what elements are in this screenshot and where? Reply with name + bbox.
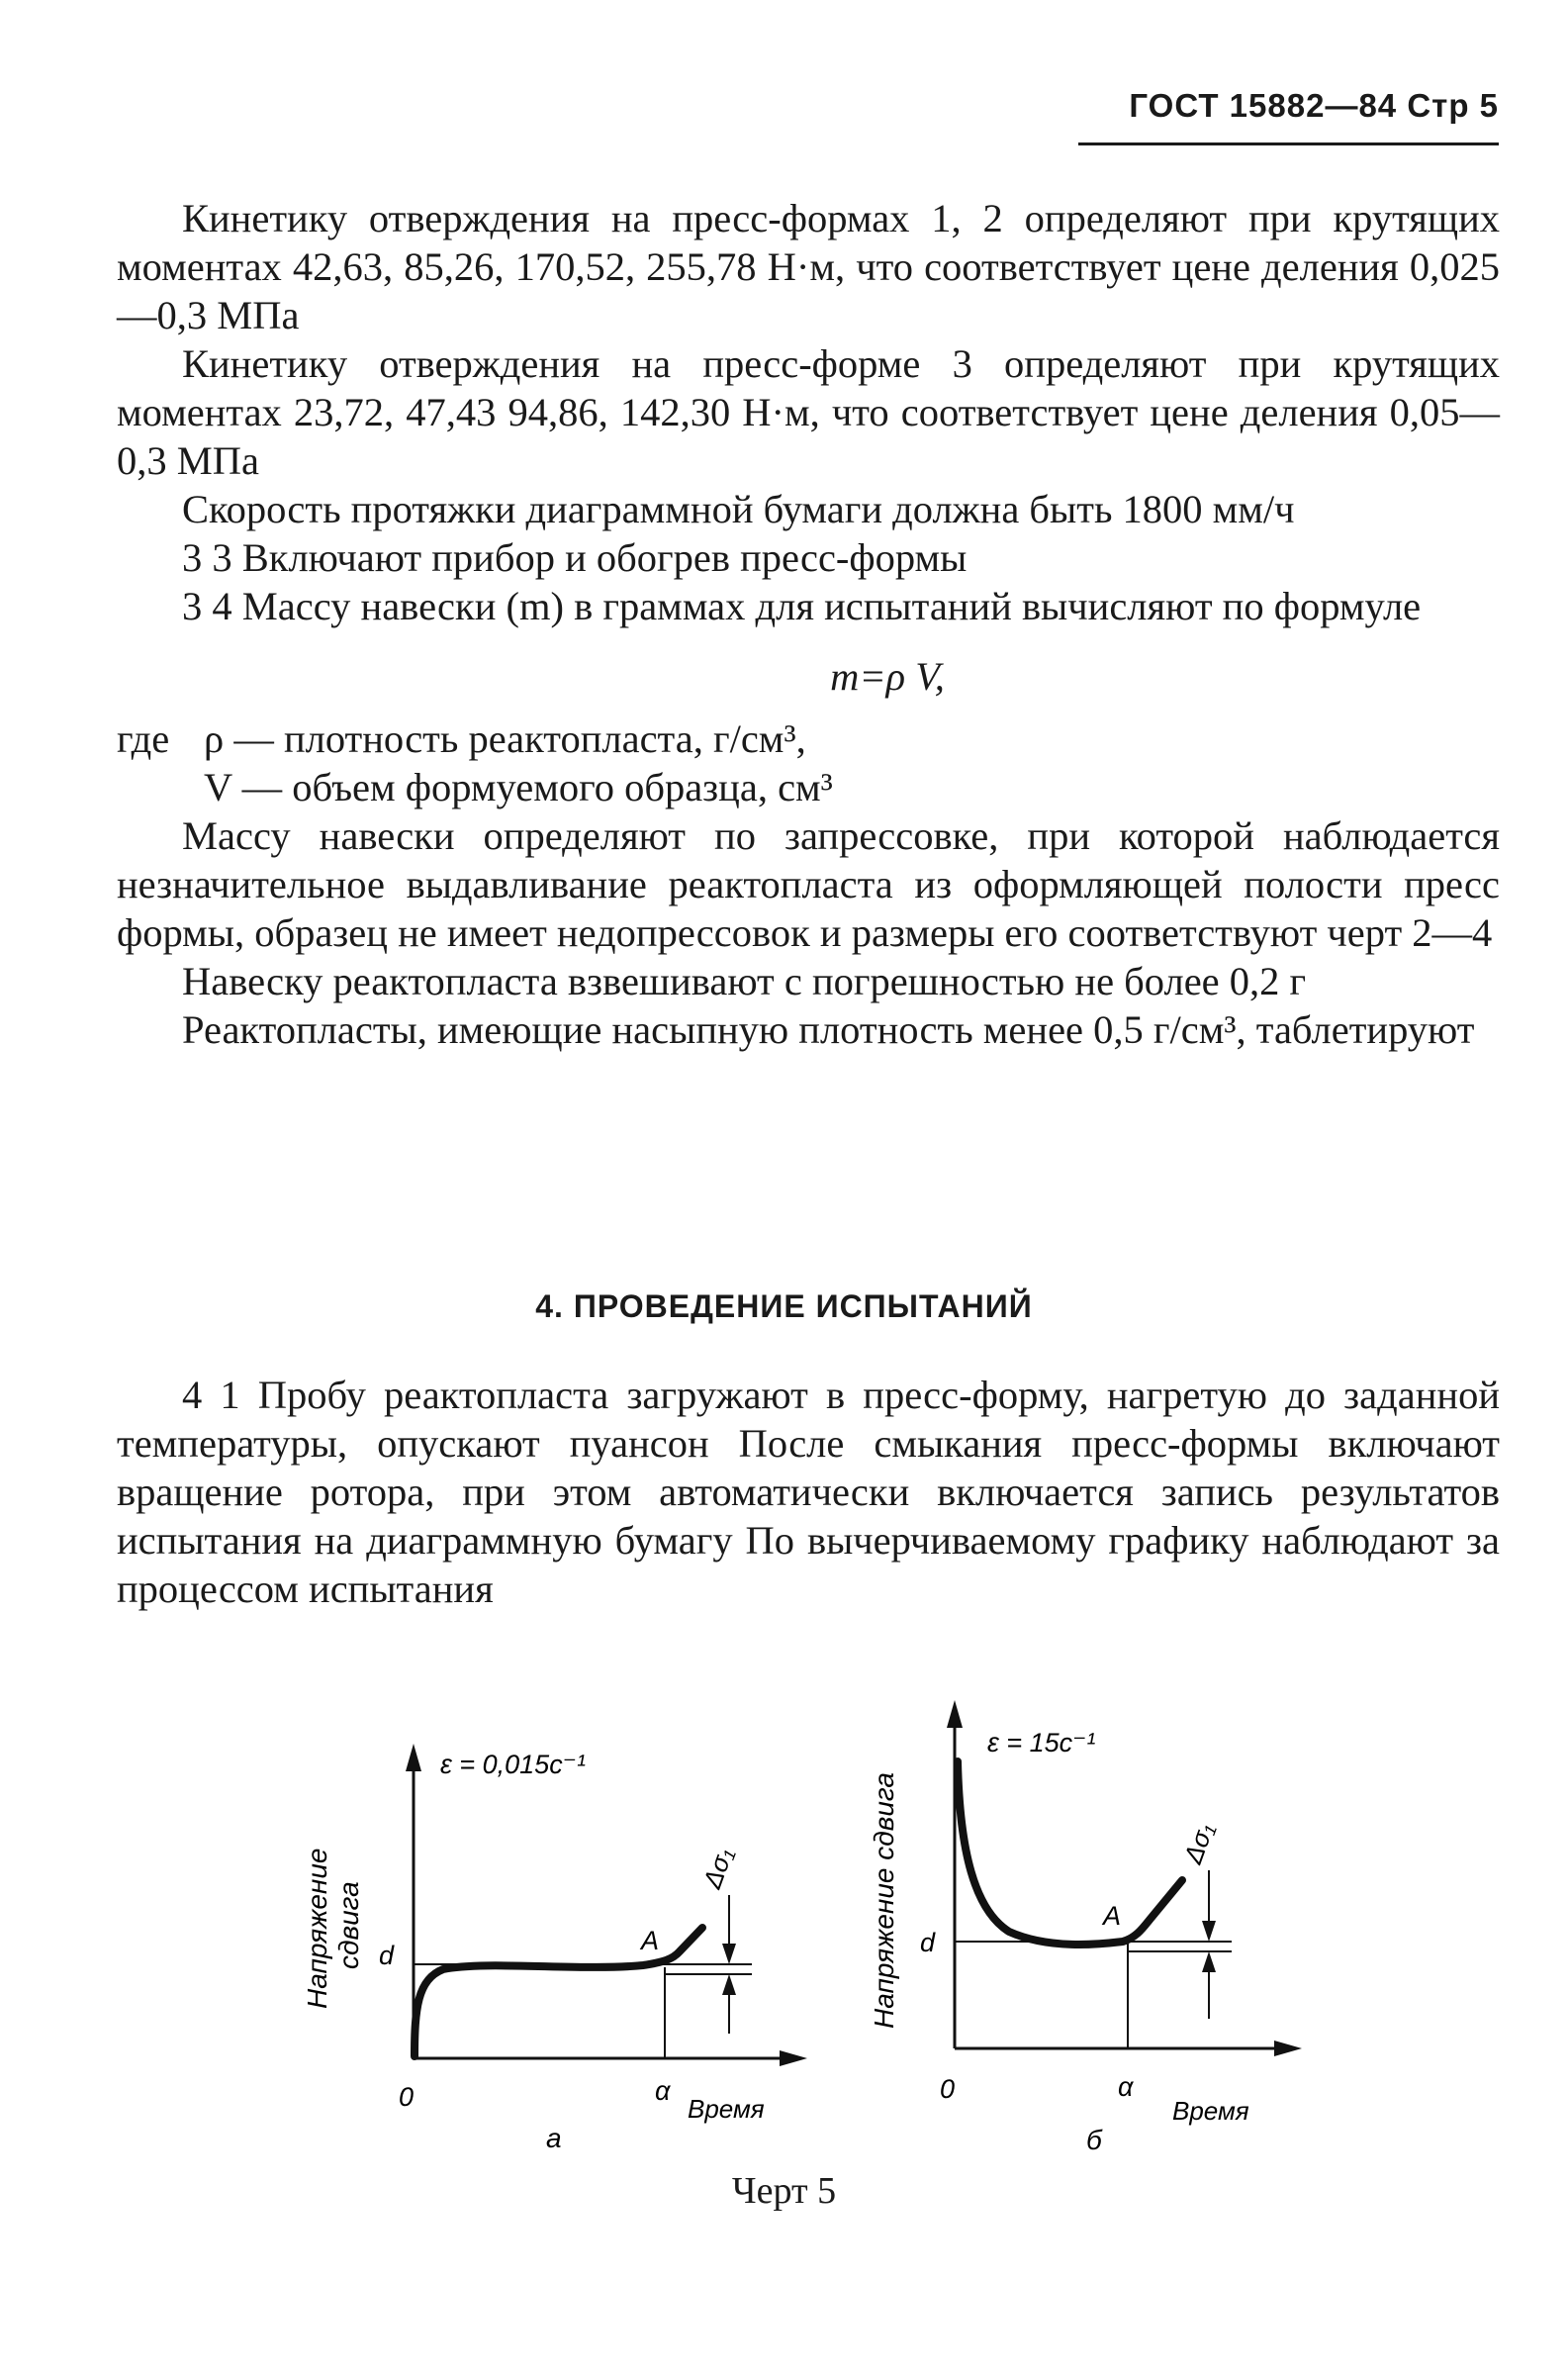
graph-a-alpha: α xyxy=(655,2076,671,2106)
graph-a-x-arrow xyxy=(780,2050,807,2066)
graph-a-sublabel: а xyxy=(546,2123,562,2153)
paragraph-tablet: Реактопласты, имеющие насыпную плотность менее 0,5 г/см³, таблетируют xyxy=(182,1007,1475,1052)
graph-b-alpha: α xyxy=(1118,2072,1134,2102)
graph-a-ylabel-1: Напряжение xyxy=(302,1848,332,2009)
graph-b-origin: 0 xyxy=(940,2074,956,2104)
section-title: 4. ПРОВЕДЕНИЕ ИСПЫТАНИЙ xyxy=(535,1288,1033,1324)
paragraph-4-1: 4 1 Пробу реактопласта загружают в пресс-форму, нагретую до заданной температуры, опускают пуансон После смыкания пресс-формы включают вращение ротора, при этом автоматически включается запись результатов испытания на диаграммную бумагу По вычерчиваемому графику наблюдают за процессом испытания xyxy=(117,1373,1500,1611)
graph-a-point-a: A xyxy=(641,1926,660,1955)
graph-b-curve xyxy=(958,1761,1182,1945)
graph-b-point-a: A xyxy=(1103,1901,1122,1931)
graph-a-rate: ε = 0,015с⁻¹ xyxy=(440,1750,586,1779)
graph-a-delta: Δσ₁ xyxy=(696,1843,739,1893)
where-volume: V — объем формуемого образца, см³ xyxy=(204,765,833,809)
graph-b-delta-arrowhead-up xyxy=(1202,1951,1216,1972)
where-row-1 xyxy=(117,714,1500,763)
graph-a-delta-arrowhead-down xyxy=(722,1944,736,1964)
body-text-bottom xyxy=(117,1371,1500,1613)
page-header: ГОСТ 15882—84 Стр 5 xyxy=(1129,87,1499,124)
graph-b-delta: Δσ₁ xyxy=(1177,1818,1220,1868)
graph-a-d: d xyxy=(379,1941,395,1970)
where-row-2 xyxy=(117,763,1500,811)
graph-b xyxy=(869,1700,1302,2155)
header-rule xyxy=(1078,142,1499,145)
paragraph-kinetics-1: Кинетику отверждения на пресс-формах 1, 2 определяют при крутящих моментах 42,63, 85,26, 170,52, 255,78 Н·м, что соответствует цене деления 0,025—0,3 МПа xyxy=(117,196,1500,337)
where-label-empty xyxy=(117,763,204,811)
graph-a-xlabel: Время xyxy=(688,2094,765,2124)
paragraph-weighing: Навеску реактопласта взвешивают с погрешностью не более 0,2 г xyxy=(182,959,1307,1003)
graph-a-ylabel-2: сдвига xyxy=(333,1881,364,1969)
graph-a-origin: 0 xyxy=(399,2082,415,2112)
where-density: ρ — плотность реактопласта, г/см³, xyxy=(204,716,806,761)
graph-a-y-arrow xyxy=(406,1744,421,1771)
graph-b-delta-arrowhead-down xyxy=(1202,1921,1216,1942)
paragraph-kinetics-2: Кинетику отверждения на пресс-форме 3 определяют при крутящих моментах 23,72, 47,43 94,86, 142,30 Н·м, что соответствует цене деления 0,05—0,3 МПа xyxy=(117,341,1500,483)
paragraph-3-4: 3 4 Массу навески (m) в граммах для испытаний вычисляют по формуле xyxy=(182,584,1422,628)
graph-a-delta-arrowhead-up xyxy=(722,1974,736,1995)
paragraph-3-3: 3 3 Включают прибор и обогрев пресс-формы xyxy=(182,535,968,580)
figure-caption: Черт 5 xyxy=(731,2170,837,2212)
graph-a xyxy=(302,1744,807,2153)
figure-5 xyxy=(287,1682,1306,2157)
graph-b-xlabel: Время xyxy=(1172,2096,1249,2126)
graph-b-d: d xyxy=(920,1928,936,1957)
graph-b-y-arrow xyxy=(947,1700,963,1728)
body-text-top xyxy=(117,194,1500,1054)
graph-b-rate: ε = 15с⁻¹ xyxy=(987,1728,1096,1757)
graph-b-ylabel: Напряжение сдвига xyxy=(869,1772,899,2029)
paragraph-speed: Скорость протяжки диаграммной бумаги должна быть 1800 мм/ч xyxy=(182,487,1295,531)
graph-a-curve xyxy=(415,1928,702,2056)
where-label: где xyxy=(117,716,170,761)
graph-b-sublabel: б xyxy=(1086,2125,1102,2155)
graph-b-x-arrow xyxy=(1274,2041,1302,2056)
paragraph-mass: Массу навески определяют по запрессовке, при которой наблюдается незначительное выдавливание реактопласта из оформляющей полости пресс формы, образец не имеет недопрессовок и размеры его соответствуют черт 2—4 xyxy=(117,813,1500,955)
formula: m=ρ V, xyxy=(830,654,945,699)
